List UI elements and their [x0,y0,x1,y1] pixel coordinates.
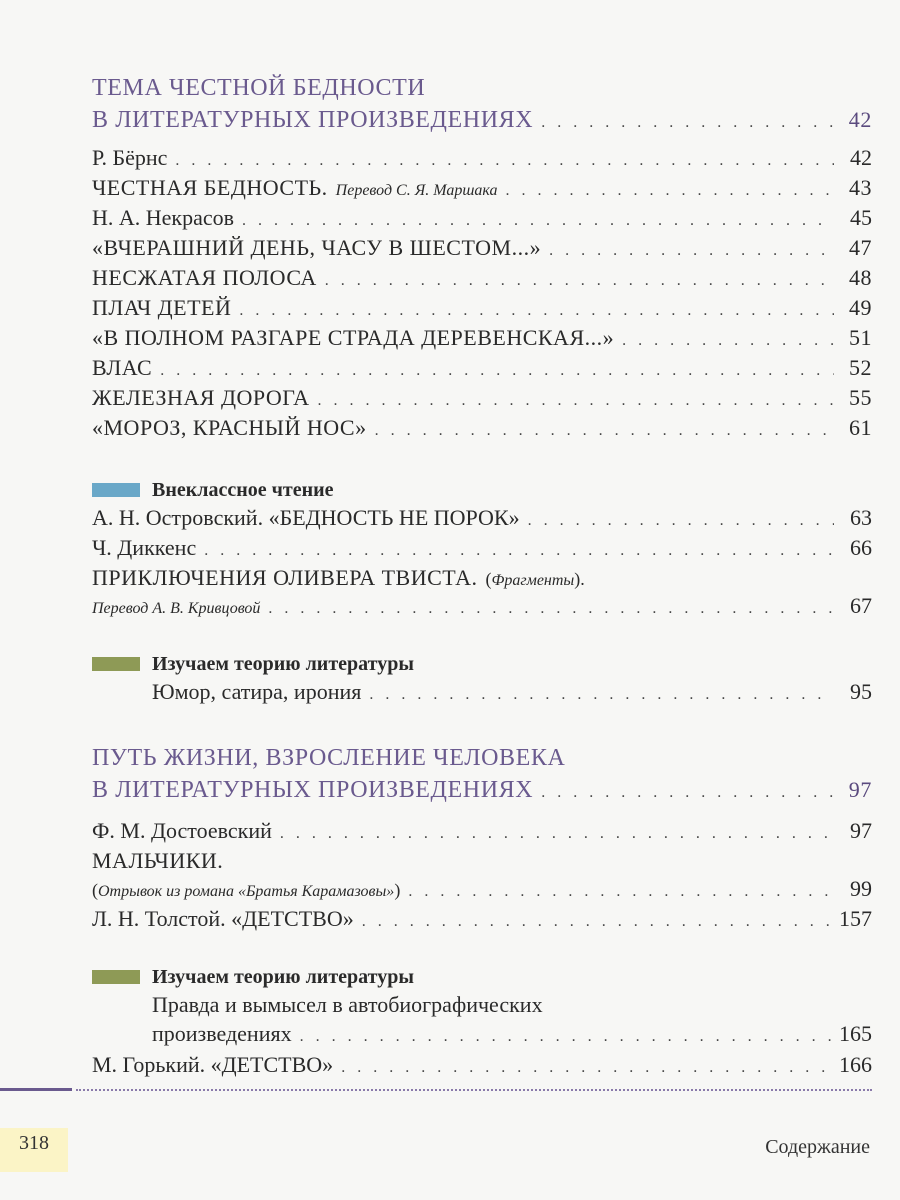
page-ref: 49 [849,295,872,320]
page-ref: 42 [848,107,872,132]
rubric-color-marker [92,483,140,497]
rubric-theory [92,963,414,991]
toc-entry[interactable] [92,353,872,386]
entry-text: «В ПОЛНОМ РАЗГАРЕ СТРАДА ДЕРЕВЕНСКАЯ...» [92,325,615,350]
page-ref: 51 [849,325,872,350]
toc-entry[interactable] [92,503,872,536]
leader-dots [317,386,834,416]
toc-entry-theory2-line1[interactable] [152,990,872,1020]
toc-entry[interactable] [92,816,872,849]
toc-entry[interactable] [92,143,872,176]
entry-paren-open: ( [92,880,98,900]
leader-dots [541,107,834,139]
toc-entry[interactable] [152,677,872,710]
page-ref: 165 [839,1021,872,1046]
entry-text: Ч. Диккенс [92,535,197,560]
leader-dots [528,506,834,536]
toc-entry[interactable] [92,173,872,206]
toc-entry-boys-line1[interactable] [92,846,872,876]
entry-text: «МОРОЗ, КРАСНЫЙ НОС» [92,415,367,440]
entry-paren-close: ) [394,880,401,900]
page-ref: 97 [848,777,872,802]
entry-text: ВЛАС [92,355,153,380]
leader-dots [408,877,834,907]
page-number: 318 [19,1132,49,1154]
section-title-line: ПУТЬ ЖИЗНИ, ВЗРОСЛЕНИЕ ЧЕЛОВЕКА [92,745,566,771]
footer-rule [0,1088,872,1092]
leader-dots [242,206,834,236]
page-ref: 48 [849,265,872,290]
entry-text: Н. А. Некрасов [92,205,235,230]
leader-dots [549,236,834,266]
rubric-color-marker [92,970,140,984]
entry-text: А. Н. Островский. «БЕДНОСТЬ НЕ ПОРОК» [92,505,520,530]
toc-entry[interactable] [92,383,872,416]
entry-text: МАЛЬЧИКИ. [92,848,224,873]
leader-dots [325,266,834,296]
page-ref: 42 [850,145,872,170]
leader-dots [541,777,834,809]
page-ref: 47 [849,235,872,260]
toc-entry[interactable] [92,1050,872,1083]
rubric-theory [92,650,414,678]
rubric-heading: Изучаем теорию литературы [152,652,414,675]
page-ref: 99 [850,876,872,901]
section-title-honest-poverty [92,72,872,136]
entry-text: произведениях [152,1021,292,1046]
toc-entry[interactable] [92,203,872,236]
entry-translator: Перевод А. В. Кривцовой [92,600,261,617]
page-ref: 97 [850,818,872,843]
toc-entry[interactable] [92,263,872,296]
toc-entry-theory2-line2[interactable] [152,1019,872,1052]
entry-text: Правда и вымысел в автобиографических [152,992,543,1017]
toc-entry-boys-line2[interactable] [92,874,872,907]
leader-dots [239,296,834,326]
entry-text: ЧЕСТНАЯ БЕДНОСТЬ. [92,175,328,200]
entry-text: ЖЕЛЕЗНАЯ ДОРОГА [92,385,310,410]
entry-text: Юмор, сатира, ирония [152,679,362,704]
toc-entry-oliver-line2[interactable] [92,591,872,624]
page-ref: 166 [839,1052,872,1077]
entry-text: ПЛАЧ ДЕТЕЙ [92,295,232,320]
page-ref: 52 [849,355,872,380]
leader-dots [341,1053,831,1083]
entry-text: ПРИКЛЮЧЕНИЯ ОЛИВЕРА ТВИСТА. [92,565,478,590]
entry-subtitle: Перевод С. Я. Маршака [335,182,498,199]
entry-text: Р. Бёрнс [92,145,168,170]
rubric-heading: Внеклассное чтение [152,478,334,501]
toc-entry[interactable] [92,904,872,937]
leader-dots [300,1022,831,1052]
leader-dots [369,680,834,710]
entry-text: «ВЧЕРАШНИЙ ДЕНЬ, ЧАСУ В ШЕСТОМ...» [92,235,542,260]
entry-text: Ф. М. Достоевский [92,818,272,843]
entry-text: НЕСЖАТАЯ ПОЛОСА [92,265,317,290]
leader-dots [362,907,831,937]
entry-subtitle: Отрывок из романа «Братья Карамазовы» [98,883,395,900]
page-ref: 43 [849,175,872,200]
page-ref: 67 [850,593,872,618]
page-ref: 66 [850,535,872,560]
leader-dots [268,594,834,624]
leader-dots [622,326,834,356]
toc-entry[interactable] [92,323,872,356]
section-title-path-of-life [92,742,872,806]
page-ref: 55 [849,385,872,410]
page-ref: 95 [850,679,872,704]
toc-entry[interactable] [92,233,872,266]
leader-dots [506,176,835,206]
leader-dots [375,416,834,446]
toc-entry[interactable] [92,293,872,326]
page-ref: 61 [849,415,872,440]
running-footer-label: Содержание [765,1136,870,1158]
toc-entry[interactable] [92,413,872,446]
footer-rule-dotted [76,1089,872,1091]
leader-dots [280,819,834,849]
rubric-heading: Изучаем теорию литературы [152,965,414,988]
leader-dots [175,146,834,176]
section-title-line: В ЛИТЕРАТУРНЫХ ПРОИЗВЕДЕНИЯХ [92,777,534,803]
entry-text: Л. Н. Толстой. «ДЕТСТВО» [92,906,354,931]
section-title-line: ТЕМА ЧЕСТНОЙ БЕДНОСТИ [92,75,426,101]
page-ref: 157 [839,906,872,931]
entry-paren-open: ( [485,569,492,589]
footer-rule-solid [0,1088,72,1091]
rubric-extracurricular [92,476,334,504]
leader-dots [204,536,834,566]
leader-dots [160,356,834,386]
page-ref: 63 [850,505,872,530]
toc-entry[interactable] [92,533,872,566]
entry-paren-close: ). [574,569,585,589]
rubric-color-marker [92,657,140,671]
entry-subtitle: Фрагменты [491,572,575,589]
entry-text: М. Горький. «ДЕТСТВО» [92,1052,334,1077]
section-title-line: В ЛИТЕРАТУРНЫХ ПРОИЗВЕДЕНИЯХ [92,107,534,133]
page-ref: 45 [850,205,872,230]
